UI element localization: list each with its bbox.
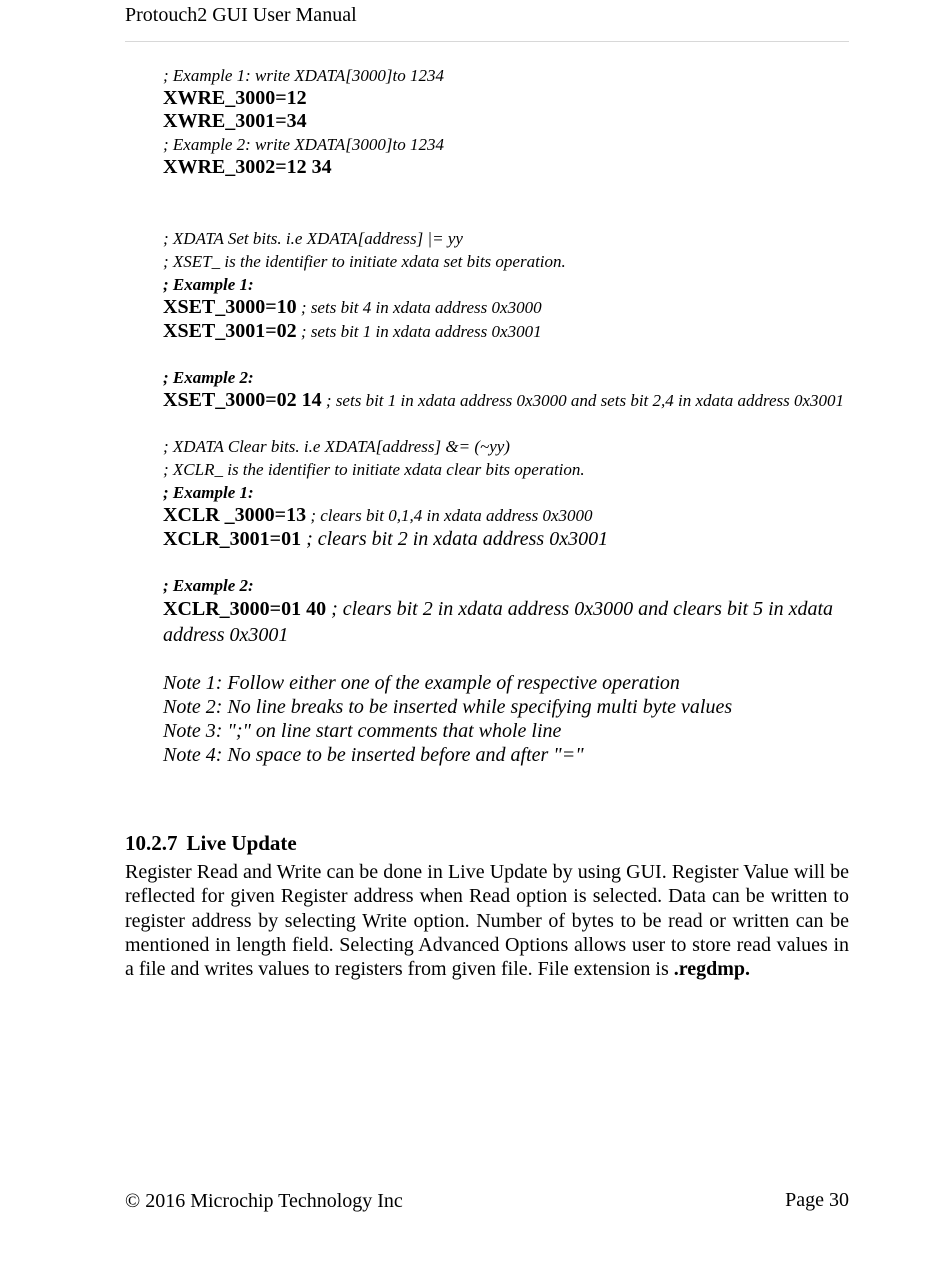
xset-comment-2: ; XSET_ is the identifier to initiate xdata set bits operation. xyxy=(163,252,566,271)
note-2: Note 2: No line breaks to be inserted while specifying multi byte values xyxy=(163,696,733,718)
spacer xyxy=(163,179,853,227)
xset-line-1 xyxy=(163,296,853,320)
xset-line-1-code: XSET_3000=10 xyxy=(163,296,297,318)
config-code-block xyxy=(163,64,853,767)
xwre-example2-comment: ; Example 2: write XDATA[3000]to 1234 xyxy=(163,135,444,154)
running-header: Protouch2 GUI User Manual xyxy=(125,4,357,26)
note-3: Note 3: ";" on line start comments that whole line xyxy=(163,720,562,742)
xclr-line-3-code: XCLR_3000=01 40 xyxy=(163,598,327,620)
xclr-example2-label: ; Example 2: xyxy=(163,576,254,595)
file-extension: .regdmp. xyxy=(673,958,751,981)
xset-example2-label: ; Example 2: xyxy=(163,368,254,387)
xset-example1-label: ; Example 1: xyxy=(163,275,254,294)
section-body-text: Register Read and Write can be done in Live Update by using GUI. Register Value will be reflected for given Register address when Read option is selected. Data can be written to register address by selecting Write option. Number of bytes to be read or written can be mentioned in length field. Selecting Advanced Options allows user to store read values in a file and writes values to registers from given file. File extension is xyxy=(125,861,849,981)
xset-line-3-code: XSET_3000=02 14 xyxy=(163,389,322,411)
xclr-line-2-code: XCLR_3001=01 xyxy=(163,528,302,550)
footer-copyright: © 2016 Microchip Technology Inc xyxy=(125,1190,403,1212)
xclr-example1-label: ; Example 1: xyxy=(163,483,254,502)
footer-page-number: Page 30 xyxy=(785,1189,849,1211)
spacer xyxy=(163,649,853,671)
xclr-line-3-comment: ; clears bit 2 in xdata address 0x3000 and clears bit 5 in xdata address 0x3001 xyxy=(163,598,834,646)
section-title: Live Update xyxy=(186,831,297,855)
xwre-example1-comment: ; Example 1: write XDATA[3000]to 1234 xyxy=(163,66,444,85)
note-4: Note 4: No space to be inserted before and after "=" xyxy=(163,744,584,766)
xset-line-2 xyxy=(163,320,853,344)
header-divider xyxy=(125,41,849,42)
xset-line-2-comment: ; sets bit 1 in xdata address 0x3001 xyxy=(296,322,542,341)
xset-line-3 xyxy=(163,389,853,413)
spacer xyxy=(163,344,853,366)
xclr-line-1 xyxy=(163,504,853,528)
note-1: Note 1: Follow either one of the example of respective operation xyxy=(163,672,680,694)
xset-line-1-comment: ; sets bit 4 in xdata address 0x3000 xyxy=(296,298,542,317)
xclr-comment-1: ; XDATA Clear bits. i.e XDATA[address] &= (~yy) xyxy=(163,437,510,456)
xwre-line-2: XWRE_3001=34 xyxy=(163,110,307,132)
xset-line-2-code: XSET_3001=02 xyxy=(163,320,297,342)
section-number: 10.2.7 xyxy=(125,831,178,855)
spacer xyxy=(163,552,853,574)
section-body xyxy=(125,860,849,981)
xclr-line-1-comment: ; clears bit 0,1,4 in xdata address 0x3000 xyxy=(306,506,593,525)
xclr-line-2 xyxy=(163,528,853,552)
xwre-line-3: XWRE_3002=12 34 xyxy=(163,156,332,178)
xset-line-3-comment: ; sets bit 1 in xdata address 0x3000 and sets bit 2,4 in xdata address 0x3001 xyxy=(321,391,845,410)
xclr-line-3 xyxy=(163,597,853,649)
xset-comment-1: ; XDATA Set bits. i.e XDATA[address] |= yy xyxy=(163,229,463,248)
spacer xyxy=(163,413,853,435)
section-heading xyxy=(125,830,297,856)
xwre-line-1: XWRE_3000=12 xyxy=(163,87,307,109)
xclr-line-1-code: XCLR _3000=13 xyxy=(163,504,307,526)
xclr-comment-2: ; XCLR_ is the identifier to initiate xdata clear bits operation. xyxy=(163,460,585,479)
xclr-line-2-comment: ; clears bit 2 in xdata address 0x3001 xyxy=(301,528,609,550)
